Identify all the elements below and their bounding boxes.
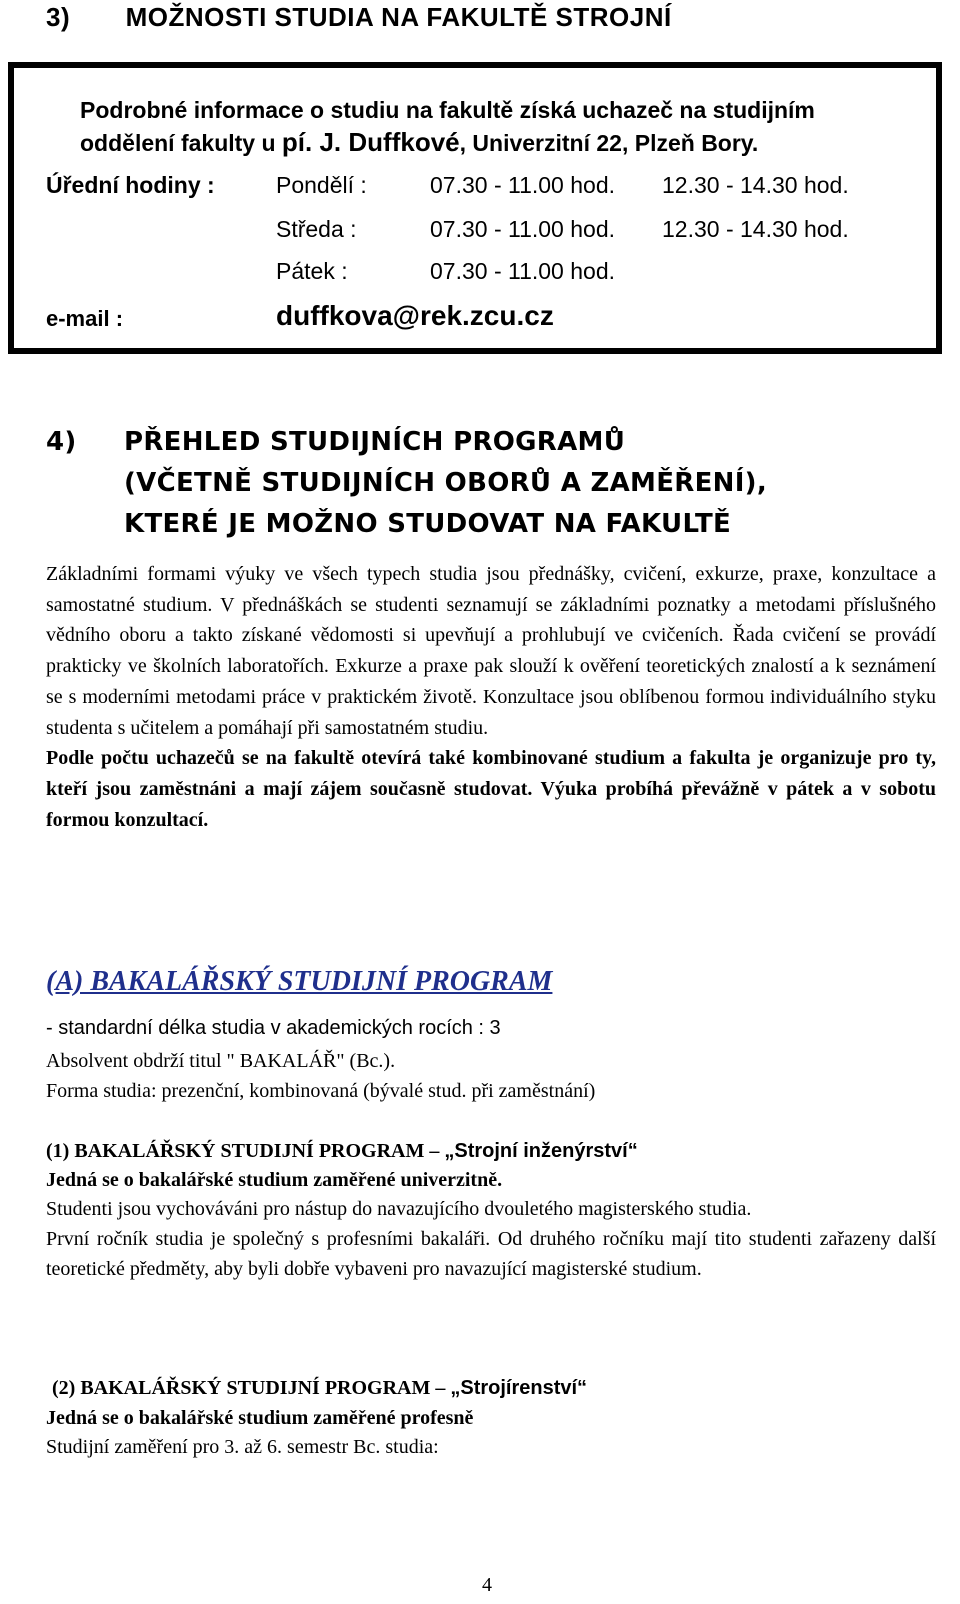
bachelor-duration: - standardní délka studia v akademických rocích : 3 xyxy=(46,1017,501,1039)
program2-text: Studijní zaměření pro 3. až 6. semestr Bc. studia: xyxy=(46,1436,439,1458)
program1-heading xyxy=(46,1136,638,1166)
info-intro-text-a: oddělení fakulty u xyxy=(80,130,282,156)
program1-body xyxy=(46,1194,936,1284)
section3-heading xyxy=(46,2,672,33)
info-intro-text-b: , Univerzitní 22, Plzeň Bory. xyxy=(459,130,759,156)
email-label: e-mail : xyxy=(46,306,124,331)
program1-name: „Strojní inženýrství“ xyxy=(444,1140,638,1162)
program1-text1: Studenti jsou vychováváni pro nástup do navazujícího dvouletého magisterského studia. xyxy=(46,1198,752,1220)
section4-number: 4) xyxy=(46,427,77,457)
bachelor-degree: Absolvent obdrží titul " BAKALÁŘ" (Bc.). xyxy=(46,1050,396,1072)
contact-name: pí. J. Duffkové xyxy=(281,127,460,157)
hours-day-monday: Pondělí : xyxy=(276,172,367,198)
program2-label: (2) BAKALÁŘSKÝ STUDIJNÍ PROGRAM – xyxy=(52,1377,451,1399)
hours-day-friday: Pátek : xyxy=(276,258,348,284)
page-number: 4 xyxy=(482,1574,492,1596)
section4-paragraph-bold: Podle počtu uchazečů se na fakultě otevírá také kombinované studium a fakulta je organizuje pro ty, kteří jsou zaměstnáni a mají zájem současně studovat. Výuka probíhá převážně v pátek a v sobotu formou konzultací. xyxy=(46,747,936,831)
program1-label: (1) BAKALÁŘSKÝ STUDIJNÍ PROGRAM – xyxy=(46,1140,445,1162)
bachelor-study-form: Forma studia: prezenční, kombinovaná (bývalé stud. při zaměstnání) xyxy=(46,1080,596,1102)
section3-title: MOŽNOSTI STUDIA NA FAKULTĚ STROJNÍ xyxy=(125,2,672,32)
info-intro-line1: Podrobné informace o studiu na fakultě získá uchazeč na studijním xyxy=(80,97,815,123)
section4-body xyxy=(46,559,936,835)
hours-label: Úřední hodiny : xyxy=(46,172,215,198)
bachelor-program-title: (A) BAKALÁŘSKÝ STUDIJNÍ PROGRAM xyxy=(46,966,553,997)
program1-text2: První ročník studia je společný s profesními bakaláři. Od druhého ročníku mají tito studenti zařazeny další teoretické předměty, aby byli dobře vybaveni pro navazující magisterské studium. xyxy=(46,1228,936,1280)
section4-title-line2: (VČETNĚ STUDIJNÍCH OBORŮ A ZAMĚŘENÍ), xyxy=(124,468,768,498)
section3-number: 3) xyxy=(46,2,71,32)
hours-friday-morning: 07.30 - 11.00 hod. xyxy=(430,258,615,284)
program1-subtitle: Jedná se o bakalářské studium zaměřené univerzitně. xyxy=(46,1169,503,1191)
email-link[interactable]: duffkova@rek.zcu.cz xyxy=(276,300,554,331)
hours-wednesday-morning: 07.30 - 11.00 hod. xyxy=(430,216,615,242)
program2-subtitle: Jedná se o bakalářské studium zaměřené profesně xyxy=(46,1407,474,1429)
info-intro-line2 xyxy=(80,126,758,159)
section4-paragraph: Základními formami výuky ve všech typech studia jsou přednášky, cvičení, exkurze, praxe, konzultace a samostatné studium. V přednáškách se studenti seznamují se základními poznatky a metodami příslušného vědního oboru a takto získané vědomosti si upevňují a prohlubují ve cvičeních. Řada cvičení se provádí prakticky ve školních laboratořích. Exkurze a praxe pak slouží k ověření teoretických znalostí a k seznámení se s moderními metodami práce v praktickém životě. Konzultace jsou oblíbenou formou individuálního styku studenta s učitelem a pomáhají při samostatném studiu. xyxy=(46,563,936,739)
hours-wednesday-afternoon: 12.30 - 14.30 hod. xyxy=(662,216,849,242)
section4-title-line3: KTERÉ JE MOŽNO STUDOVAT NA FAKULTĚ xyxy=(124,509,732,539)
hours-monday-morning: 07.30 - 11.00 hod. xyxy=(430,172,615,198)
hours-monday-afternoon: 12.30 - 14.30 hod. xyxy=(662,172,849,198)
program2-name: „Strojírenství“ xyxy=(450,1377,588,1399)
hours-day-wednesday: Středa : xyxy=(276,216,357,242)
section4-title-line1: PŘEHLED STUDIJNÍCH PROGRAMŮ xyxy=(124,427,626,457)
program2-heading xyxy=(52,1373,587,1403)
